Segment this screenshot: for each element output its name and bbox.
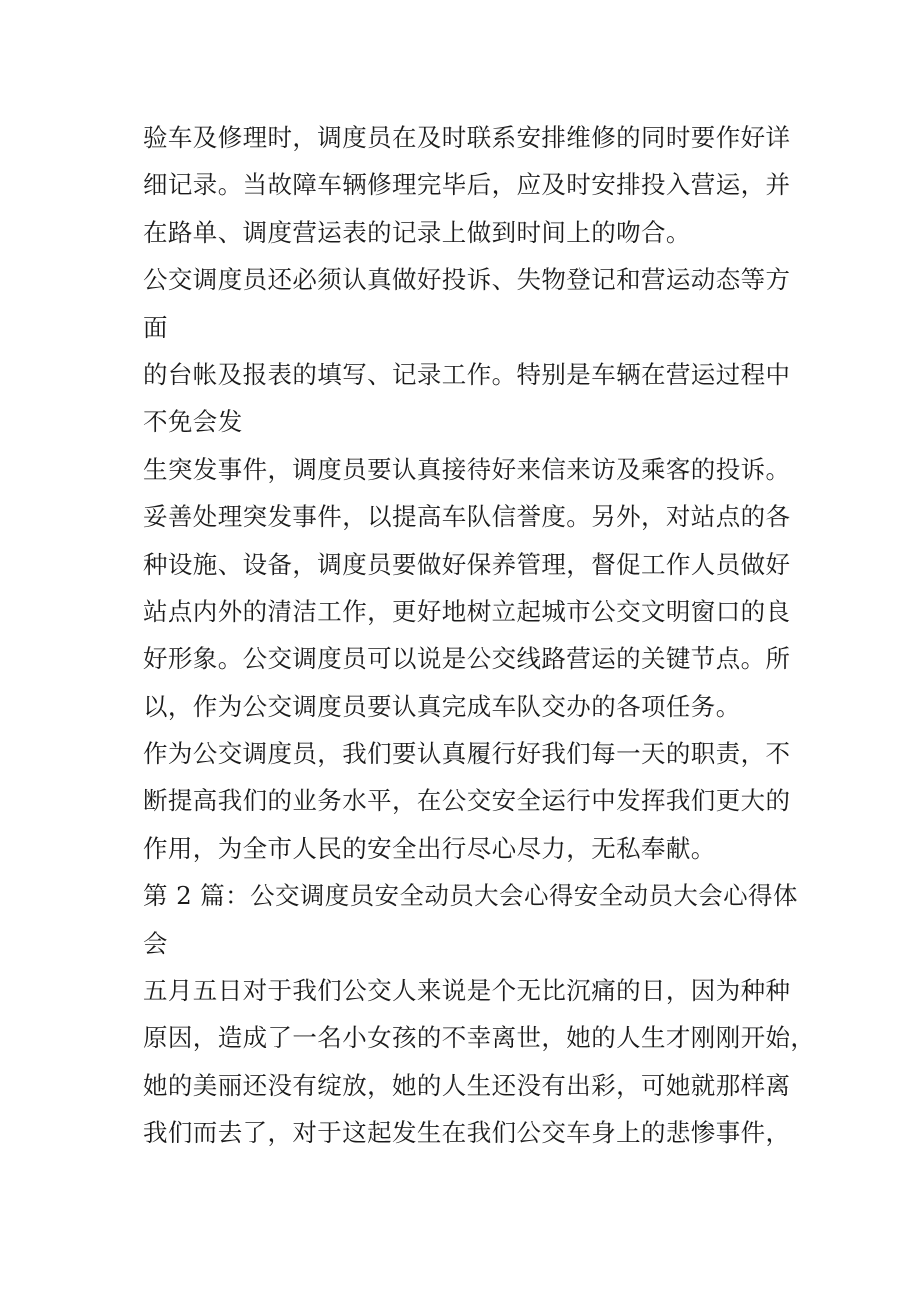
text-line: 我们而去了，对于这起发生在我们公交车身上的悲惨事件， <box>143 1118 791 1148</box>
text-line: 原因，造成了一名小女孩的不幸离世，她的人生才刚刚开始， <box>143 1023 816 1053</box>
text-line: 好形象。公交调度员可以说是公交线路营运的关键节点。所 <box>143 644 791 674</box>
text-line: 她的美丽还没有绽放，她的人生还没有出彩，可她就那样离 <box>143 1070 791 1100</box>
text-line: 公交调度员还必须认真做好投诉、失物登记和营运动态等方 <box>143 265 791 295</box>
section-heading-line: 第 2 篇：公交调度员安全动员大会心得安全动员大会心得体 <box>143 881 798 911</box>
text-line: 生突发事件，调度员要认真接待好来信来访及乘客的投诉。 <box>143 454 791 484</box>
body-text <box>143 114 816 1157</box>
text-line: 断提高我们的业务水平，在公交安全运行中发挥我们更大的 <box>143 786 791 816</box>
text-line: 不免会发 <box>143 407 243 437</box>
text-line: 作为公交调度员，我们要认真履行好我们每一天的职责，不 <box>143 739 791 769</box>
text-line: 妥善处理突发事件，以提高车队信誉度。另外，对站点的各 <box>143 502 791 532</box>
text-line: 五月五日对于我们公交人来说是个无比沉痛的日，因为种种 <box>143 976 791 1006</box>
text-line: 种设施、设备，调度员要做好保养管理，督促工作人员做好 <box>143 549 791 579</box>
section-heading-line: 会 <box>143 928 168 958</box>
text-line: 作用，为全市人民的安全出行尽心尽力，无私奉献。 <box>143 833 716 863</box>
text-line: 以，作为公交调度员要认真完成车队交办的各项任务。 <box>143 691 741 721</box>
text-line: 在路单、调度营运表的记录上做到时间上的吻合。 <box>143 217 691 247</box>
text-line: 验车及修理时，调度员在及时联系安排维修的同时要作好详 <box>143 123 791 152</box>
text-line: 的台帐及报表的填写、记录工作。特别是车辆在营运过程中 <box>143 359 791 389</box>
text-line: 面 <box>143 312 168 342</box>
text-line: 站点内外的清洁工作，更好地树立起城市公交文明窗口的良 <box>143 596 791 626</box>
text-line: 细记录。当故障车辆修理完毕后，应及时安排投入营运，并 <box>143 170 791 200</box>
